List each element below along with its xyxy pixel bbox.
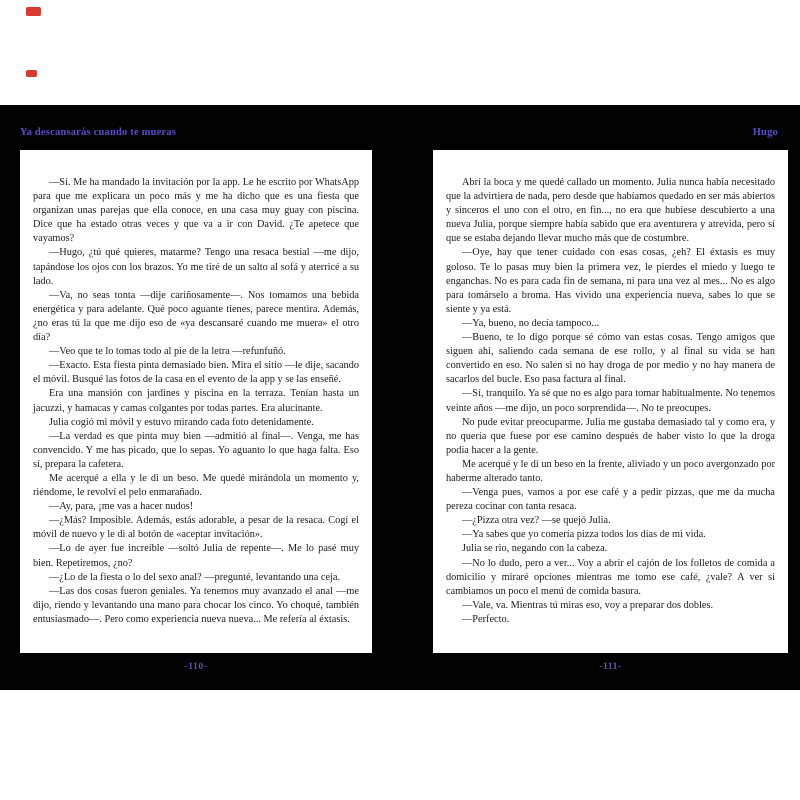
page-number-left: -110- (184, 662, 208, 672)
red-marker-top (26, 7, 41, 16)
page-text-left (20, 150, 372, 627)
paragraph: —Venga pues, vamos a por ese café y a pedir pizzas, que me da mucha pereza cocinar con tanta resaca. (446, 487, 775, 513)
paragraph: —Perfecto. (462, 613, 510, 625)
paragraph: —No lo dudo, pero a ver... Voy a abrir el cajón de los folletos de comida a domicilio y miraré opciones mientras me tomo ese café, ¿vale? A ver si cambiamos un poco el menú de comida basura. (446, 557, 775, 597)
paragraph: —¿Más? Imposible. Además, estás adorable, a pesar de la resaca. Cogí el móvil de nuevo y le di al botón de «aceptar invitación». (33, 515, 359, 541)
red-marker-bottom (26, 70, 37, 77)
paragraph: —Ya, bueno, no decía tampoco... (462, 317, 600, 329)
running-header-book-title: Ya descansarás cuando te mueras (20, 127, 177, 138)
paragraph: —Ya sabes que yo comería pizza todos los días de mi vida. (462, 529, 706, 541)
paragraph: —Ay, para, ¡me vas a hacer nudos! (49, 501, 194, 513)
paragraph: —Bueno, te lo digo porque sé cómo van estas cosas. Tengo amigos que siguen ahí, saliendo cada semana de ese rollo, y al final su vida se han convertido en eso. No salen si no hay droga de por medio y no hay manera de sacarlos del bucle. Eso pasa factura al final. (446, 332, 775, 386)
paragraph: Julia cogió mi móvil y estuvo mirando cada foto detenidamente. (49, 416, 314, 428)
paragraph: —La verdad es que pinta muy bien —admitió al final—. Venga, me has convencido. Y me has picado, que lo sepas. Yo aguanto lo que haga falta. Eso sí, prepara la cafetera. (33, 430, 359, 470)
book-page-left[interactable] (20, 150, 372, 653)
reader-panel (0, 105, 800, 690)
paragraph: —Lo de ayer fue increíble —soltó Julia de repente—. Me lo pasé muy bien. Repetiremos, ¿no? (33, 543, 359, 569)
paragraph: —Hugo, ¿tú qué quieres, matarme? Tengo una resaca bestial —me dijo, tapándose los ojos con los brazos. Yo me tiré de un salto al sofá y aterricé a su lado. (33, 247, 359, 287)
paragraph: Julia se rio, negando con la cabeza. (462, 543, 608, 555)
paragraph: —¿Pizza otra vez? —se quejó Julia. (462, 515, 611, 527)
paragraph: Me acerqué y le di un beso en la frente, aliviado y un poco avergonzado por haberme alterado tanto. (446, 458, 775, 484)
paragraph: —Va, no seas tonta —dije cariñosamente—. Nos tomamos una bebida energética y para adelante. Qué poco aguante tienes, parece mentira. Además, ¿no eras tú la que me dijo eso de «ya descansaré cuando me muera» el otro día? (33, 289, 359, 344)
paragraph: —Sí, tranquilo. Ya sé que no es algo para tomar habitualmente. No tenemos veinte años —me dijo, un poco sorprendida—. No te preocupes. (446, 388, 775, 414)
page-number-right: -111- (599, 662, 622, 672)
paragraph: —Oye, hay que tener cuidado con esas cosas, ¿eh? El éxtasis es muy goloso. Te lo pasas muy bien la primera vez, le pierdes el miedo y luego te enganchas. No es para cada fin de semana, ni para una vez al mes... No es algo para tomárselo a broma. Has vivido una experiencia nueva, sabes lo que se siente y ya está. (446, 247, 775, 315)
running-header-chapter-title: Hugo (752, 127, 778, 138)
paragraph: —Las dos cosas fueron geniales. Ya tenemos muy avanzado el anal —me dijo, riendo y levantando una mano para chocar los cinco. Yo choqué, también entusiasmado—. Pero como experiencia nueva nueva... Me refería al éxtasis. (33, 585, 359, 625)
paragraph: —Exacto. Esta fiesta pinta demasiado bien. Mira el sitio —le dije, sacando el móvil. Busqué las fotos de la casa en el evento de la app y se las enseñé. (33, 360, 359, 386)
page-text-right (433, 150, 788, 627)
paragraph: —Vale, va. Mientras tú miras eso, voy a preparar dos dobles. (462, 599, 714, 611)
paragraph: No pude evitar preocuparme. Julia me gustaba demasiado tal y como era, y no quería que fuese por ese camino después de haber visto lo que la droga podía hacer a la gente. (446, 416, 775, 456)
paragraph: —¿Lo de la fiesta o lo del sexo anal? —pregunté, levantando una ceja. (49, 571, 341, 583)
book-page-right[interactable] (433, 150, 788, 653)
paragraph: —Veo que te lo tomas todo al pie de la letra —refunfuñó. (49, 346, 286, 358)
paragraph: Me acerqué a ella y le di un beso. Me quedé mirándola un momento y, riéndome, le revolví el pelo enmarañado. (33, 472, 359, 499)
paragraph: Era una mansión con jardines y piscina en la terraza. Tenían hasta un jacuzzi, y hamacas y camas colgantes por todas partes. Era alucinante. (33, 388, 359, 414)
paragraph: Abrí la boca y me quedé callado un momento. Julia nunca había necesitado que la advirtiera de nada, pero desde que habíamos quedado en ser más abiertos y sinceros el uno con el otro, en fin..., no era que hubiese descubierto a una nueva Julia, porque siempre había sabido que era aventurera y atrevida, pero sí que se estaba dejando llevar mucho más que de costumbre. (446, 177, 775, 245)
paragraph: —Sí. Me ha mandado la invitación por la app. Le he escrito por WhatsApp para que me explicara un poco más y me ha dicho que es una fiesta que organizan unas parejas que ella conoce, en una casa muy guay con piscina. Dice que ha estado otras veces y que va a ir con David. ¿Te apetece que vayamos? (33, 177, 359, 245)
